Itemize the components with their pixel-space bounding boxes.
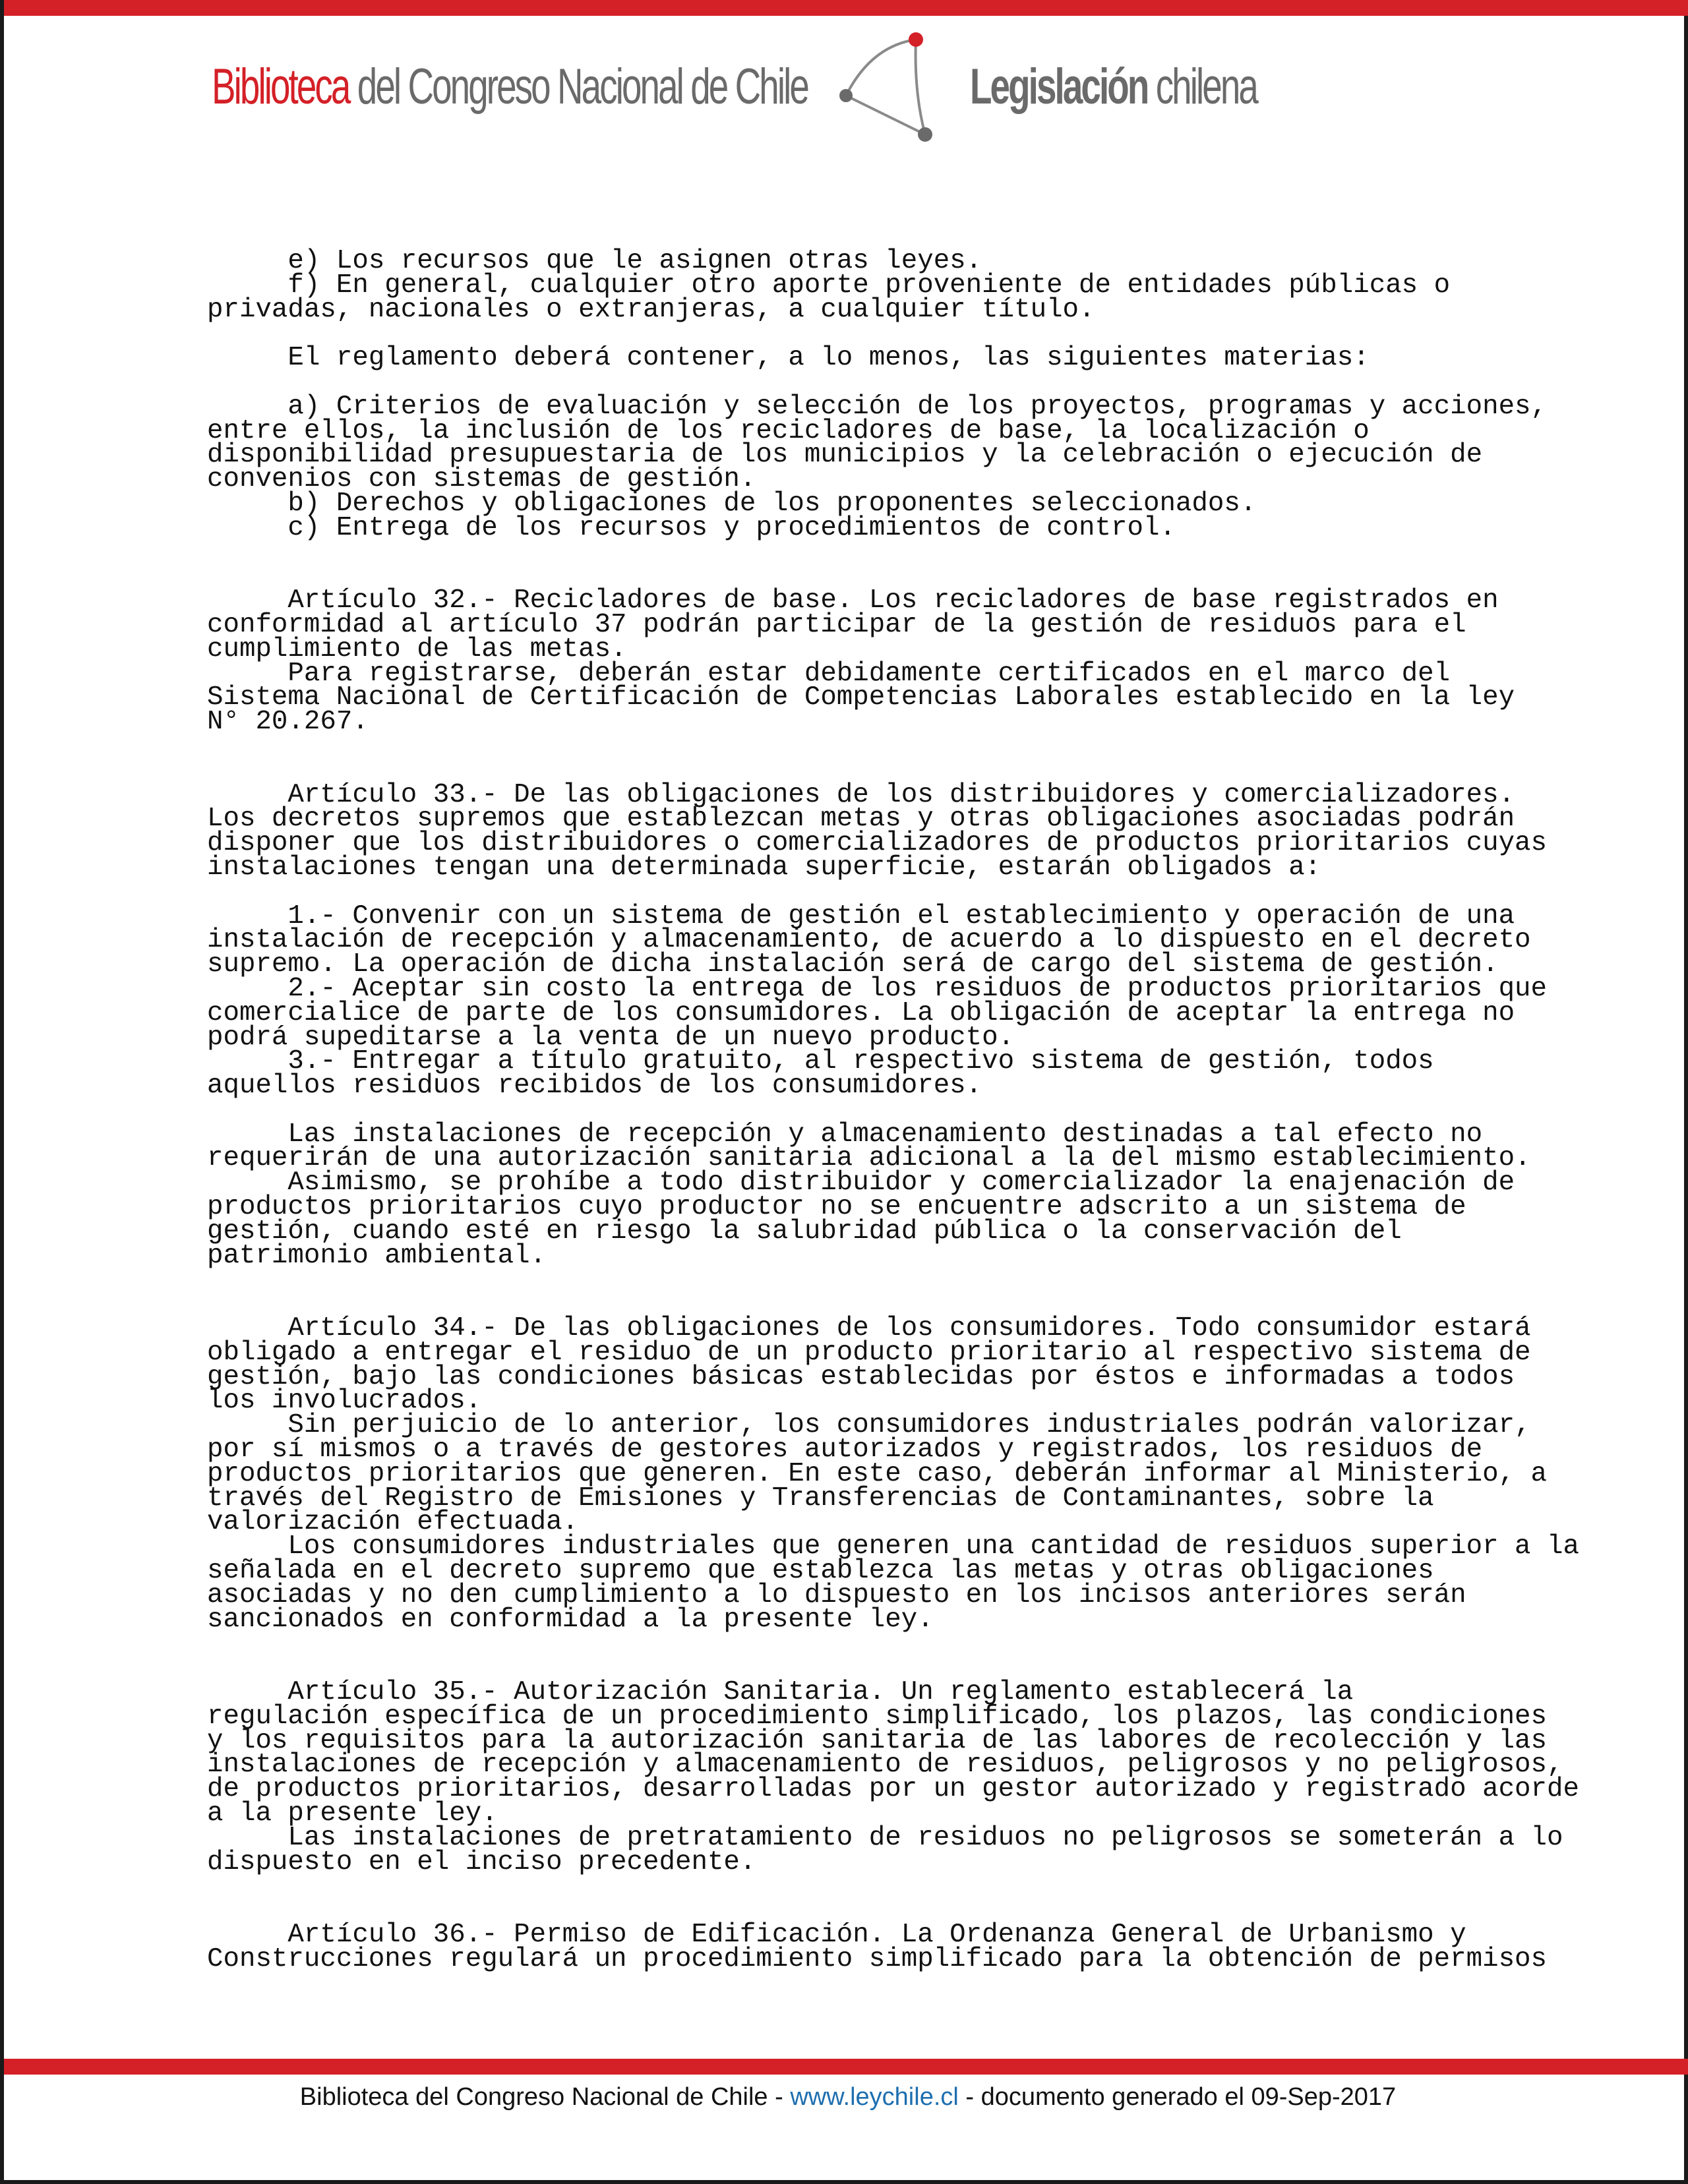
text-line (207, 541, 1631, 565)
text-line (207, 759, 1631, 783)
text-line: a la presente ley. (207, 1798, 498, 1829)
text-line: patrimonio ambiental. (207, 1240, 547, 1271)
text-line (207, 1268, 1631, 1292)
text-line: Asimismo, se prohíbe a todo distribuidor y comercializador la enajenación de (207, 1167, 1515, 1198)
text-line: asociadas y no den cumplimiento a lo dispuesto en los incisos anteriores serán (207, 1579, 1466, 1610)
text-line: Artículo 33.- De las obligaciones de los distribuidores y comercializadores. (207, 779, 1515, 810)
text-line: Artículo 34.- De las obligaciones de los consumidores. Todo consumidor estará (207, 1313, 1531, 1344)
text-line: disponer que los distribuidores o comercializadores de productos prioritarios cuyas (207, 828, 1548, 859)
text-line: instalaciones tengan una determinada superficie, estarán obligados a: (207, 852, 1321, 883)
text-line (207, 880, 1631, 904)
text-line: productos prioritarios cuyo productor no se encuentre adscrito a un sistema de (207, 1192, 1466, 1223)
text-line: Artículo 36.- Permiso de Edificación. La Ordenanza General de Urbanismo y (207, 1919, 1466, 1950)
text-line: Artículo 32.- Recicladores de base. Los recicladores de base registrados en (207, 585, 1499, 616)
text-line (207, 1632, 1631, 1656)
bcn-triangle-logo-icon (831, 26, 937, 152)
text-line: y los requisitos para la autorización sanitaria de las labores de recolección y las (207, 1725, 1548, 1756)
text-line: El reglamento deberá contener, a lo menos, las siguientes materias: (207, 343, 1370, 374)
text-line: e) Los recursos que le asignen otras leyes. (207, 246, 982, 276)
text-line: por sí mismos o a través de gestores autorizados y registrados, los residuos de (207, 1434, 1483, 1465)
text-line: dispuesto en el inciso precedente. (207, 1846, 756, 1877)
text-line: convenios con sistemas de gestión. (207, 464, 756, 495)
text-line: de productos prioritarios, desarrolladas por un gestor autorizado y registrado acorde (207, 1774, 1579, 1805)
text-line: sancionados en conformidad a la presente ley. (207, 1604, 934, 1635)
text-line: Artículo 35.- Autorización Sanitaria. Un reglamento establecerá la (207, 1677, 1354, 1708)
brand-rest-text: del Congreso Nacional de Chile (349, 59, 808, 115)
text-line: Las instalaciones de recepción y almacenamiento destinadas a tal efecto no (207, 1119, 1483, 1150)
text-line: señalada en el decreto supremo que establezca las metas y otras obligaciones (207, 1556, 1434, 1587)
text-line: regulación específica de un procedimiento simplificado, los plazos, las condiciones (207, 1701, 1548, 1732)
brand-legislacion-text: Legislación (970, 59, 1148, 115)
text-line: Sin perjuicio de lo anterior, los consumidores industriales podrán valorizar, (207, 1410, 1531, 1441)
page-header (202, 26, 1455, 158)
footer-prefix: Biblioteca del Congreso Nacional de Chile - (299, 2083, 791, 2111)
text-line: N° 20.267. (207, 707, 369, 738)
text-line: aquellos residuos recibidos de los consumidores. (207, 1071, 982, 1102)
text-line: disponibilidad presupuestaria de los municipios y la celebración o ejecución de (207, 440, 1483, 471)
text-line: f) En general, cualquier otro aporte proveniente de entidades públicas o (207, 270, 1451, 301)
bottom-accent-bar (4, 2059, 1688, 2075)
text-line (207, 734, 1631, 759)
text-line: gestión, bajo las condiciones básicas establecidas por éstos e informadas a todos (207, 1361, 1515, 1392)
text-line: Los consumidores industriales que generen una cantidad de residuos superior a la (207, 1531, 1579, 1562)
text-line: podrá supeditarse a la venta de un nuevo producto. (207, 1022, 1015, 1053)
text-line: b) Derechos y obligaciones de los proponentes seleccionados. (207, 488, 1257, 519)
top-accent-bar (4, 0, 1688, 16)
text-line: supremo. La operación de dicha instalación será de cargo del sistema de gestión. (207, 949, 1499, 980)
law-text-body (207, 246, 1631, 1974)
text-line: Las instalaciones de pretratamiento de residuos no peligrosos se someterán a lo (207, 1822, 1563, 1853)
text-line: instalaciones de recepción y almacenamiento de residuos, peligrosos y no peligrosos, (207, 1750, 1563, 1781)
text-line: los involucrados. (207, 1386, 482, 1417)
text-line: Para registrarse, deberán estar debidamente certificados en el marco del (207, 658, 1451, 689)
footer-link[interactable]: www.leychile.cl (790, 2083, 959, 2111)
text-line: 2.- Aceptar sin costo la entrega de los residuos de productos prioritarios que (207, 973, 1548, 1004)
brand-accent-text: Biblioteca (212, 59, 349, 115)
text-line: 1.- Convenir con un sistema de gestión el establecimiento y operación de una (207, 900, 1515, 931)
text-line: Construcciones regulará un procedimiento simplificado para la obtención de permisos (207, 1943, 1548, 1974)
text-line: cumplimiento de las metas. (207, 634, 627, 664)
text-line: privadas, nacionales o extranjeras, a cualquier título. (207, 294, 1095, 325)
text-line: requerirán de una autorización sanitaria adicional a la del mismo establecimiento. (207, 1143, 1531, 1174)
text-line: Sistema Nacional de Certificación de Competencias Laborales establecido en la ley (207, 682, 1515, 713)
legislation-brand (970, 58, 1257, 115)
text-line: a) Criterios de evaluación y selección de los proyectos, programas y acciones, (207, 391, 1548, 422)
text-line: gestión, cuando esté en riesgo la salubridad pública o la conservación del (207, 1216, 1402, 1247)
text-line: conformidad al artículo 37 podrán participar de la gestión de residuos para el (207, 609, 1466, 640)
text-line: valorización efectuada. (207, 1507, 579, 1538)
text-line: Los decretos supremos que establezcan metas y otras obligaciones asociadas podrán (207, 804, 1515, 835)
library-brand (212, 58, 808, 115)
text-line: entre ellos, la inclusión de los recicladores de base, la localización o (207, 415, 1370, 446)
footer-suffix: - documento generado el 09-Sep-2017 (958, 2083, 1397, 2111)
brand-chilena-text: chilena (1147, 59, 1257, 115)
text-line: instalación de recepción y almacenamiento, de acuerdo a lo dispuesto en el decreto (207, 925, 1531, 956)
page-footer (4, 2083, 1688, 2111)
text-line: 3.- Entregar a título gratuito, al respectivo sistema de gestión, todos (207, 1046, 1434, 1077)
text-line: comercialice de parte de los consumidores. La obligación de aceptar la entrega no (207, 997, 1515, 1028)
text-line (207, 1874, 1631, 1899)
text-line: c) Entrega de los recursos y procedimientos de control. (207, 512, 1176, 543)
text-line: través del Registro de Emisiones y Transferencias de Contaminantes, sobre la (207, 1483, 1434, 1514)
text-line: productos prioritarios que generen. En este caso, deberán informar al Ministerio, a (207, 1458, 1548, 1489)
text-line: obligado a entregar el residuo de un producto prioritario al respectivo sistema de (207, 1337, 1531, 1368)
